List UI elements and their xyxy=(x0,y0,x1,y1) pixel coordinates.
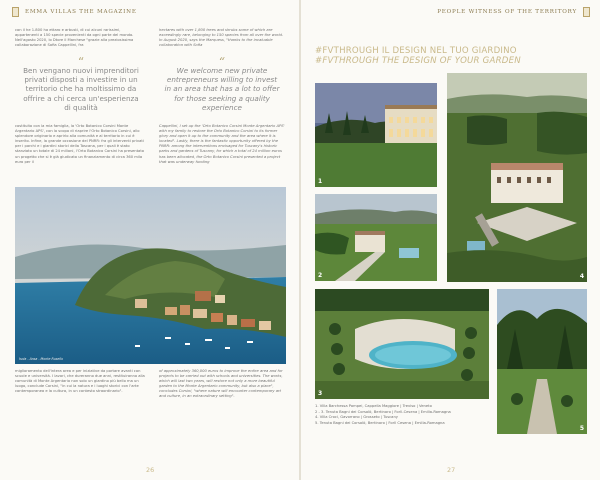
header-marker-icon xyxy=(12,7,19,17)
caption-3: 4. Villa Croci, Gavorrano | Grosseto | Tuscany xyxy=(315,415,398,420)
photo-number: 4 xyxy=(579,273,584,280)
paragraph: of approximately 360,000 euros to improve the entire area and for projects to be carried out with schools and universities. The works, which will last two years, will restore not only a more beautiful garden to the Monte Argentario community, but also a place", concludes Corsini, "where nature will encounter contemporary art and culture, in an extraordinary setting". xyxy=(159,369,283,399)
caption-2: 2 - 3. Tenuta Bagni dei Corsolò, Bertinoro | Forlì-Cesena | Emilia-Romagna xyxy=(315,409,451,414)
photo-credit: Isola - Ansa - Monte Rusello xyxy=(19,357,64,361)
right-header xyxy=(437,6,590,18)
photo-number: 5 xyxy=(579,425,584,432)
column-english-mid xyxy=(159,124,287,165)
quote-text: We welcome new private entrepreneurs willing to invest in an area that has a lot to offer for those seeking a quality experience xyxy=(164,66,280,112)
magazine-title: EMMA VILLAS THE MAGAZINE xyxy=(25,9,137,15)
paragraph: Cappellini, I set up the 'Orto Botanico Corsini Monte Argentario APS' with my family to restore the Orto Botanico Corsini to its former glory and open it up to the community and the area where it is located". Lastly, there is the fantastic opportunity offered by the PNRR: among the interventions envisaged for Tuscany's historic parks and gardens of Tuscany, for which a total of 24 million euros has been allocated, the Orto Botanico Corsini presented a project that was underway funding xyxy=(159,124,285,164)
quote-text: Ben vengano nuovi imprenditori privati disposti a investire in un territorio che ha moltissimo da offrire a chi cerca un'esperienza di qualità xyxy=(23,66,139,112)
column-english-top xyxy=(159,28,287,48)
photo-captions xyxy=(315,404,493,426)
photo-tenuta-bagni-aerial xyxy=(315,194,437,281)
quote-mark-icon: “ xyxy=(77,55,85,69)
photo-tenuta-bagni-garden xyxy=(497,289,587,434)
page-number-right: 27 xyxy=(447,466,456,474)
paragraph: costituito con la mia famiglia, la 'Orto Botanico Corsini Monte Argentario APS', con lo scopo di riaprire l'Orto Botanico Corsini, allo splendore originario e aprirlo alla comunità e al territorio in cui è inserito. Infine, la grande occasione del PNRR: fra gli interventi privati per i parchi e i giardini storici della Toscana, per i quali è stato stanziato un totale di 24 milioni, l'Orto Botanico Corsini ha presentato un progetto che si è già giudicato un finanziamento di circa 360 mila euro per il xyxy=(15,124,145,164)
caption-4: 5. Tenuta Bagni dei Corsolò, Bertinoro | Forlì Cesena | Emilia-Romagna xyxy=(315,420,445,425)
left-header xyxy=(12,6,137,18)
pull-quote-english xyxy=(163,55,281,112)
photo-tenuta-bagni-pool xyxy=(315,289,489,399)
hashtag-italian: #FVTHROUGH IL DESIGN NEL TUO GIARDINO xyxy=(315,46,517,56)
column-italian-mid xyxy=(15,124,145,165)
paragraph: hectares with over 1,800 trees and shrubs some of which are exceedingly rare, belonging to 150 species from all over the world. In August 2020, says the Marquess, "thanks to the invaluable collaboration with Sofia xyxy=(159,28,284,48)
harbor-photo xyxy=(15,187,286,364)
hashtag-english: #FVTHROUGH THE DESIGN OF YOUR GARDEN xyxy=(315,56,521,66)
paragraph: con il he 1.800 ha ettaro e arbusti, di cui alcuni rarissimi, appartenenti a 150 specie provenienti da ogni parte del mondo. Nell'agosto 2020, lo Dtore il Marchese "grazie alla preziosissima collaborazione di Sofia Cappellini, fra xyxy=(15,28,134,48)
photo-number: 3 xyxy=(318,390,323,397)
photo-villa-croci xyxy=(447,73,587,282)
column-italian-bottom xyxy=(15,369,145,394)
pull-quote-italian xyxy=(22,55,140,112)
photo-number: 2 xyxy=(318,272,323,279)
photo-number: 1 xyxy=(318,178,323,185)
right-page xyxy=(301,0,600,480)
photo-villa-barchessa xyxy=(315,83,437,187)
header-marker-icon xyxy=(583,7,590,17)
column-italian-top xyxy=(15,28,145,48)
quote-mark-icon: “ xyxy=(218,55,226,69)
page-number-left: 26 xyxy=(146,466,155,474)
column-english-bottom xyxy=(159,369,287,400)
paragraph: miglioramento dell'intera area e per iniziative da portare avanti con scuole e università. I lavori, che dureranno due anni, restituiranno alla comunità di Monte Argentario non solo un giardino più bello ma un luogo, conclude Corsini, "in cui la natura e i luoghi storici con l'arte contemporanea e la cultura, in un contesto straordinario". xyxy=(15,369,145,394)
section-title: PEOPLE WITNESS OF THE TERRITORY xyxy=(437,9,577,15)
left-page xyxy=(0,0,299,480)
caption-1: 1. Villa Barchessa Pompei, Cappella Maggiore | Treviso | Veneto xyxy=(315,404,432,408)
